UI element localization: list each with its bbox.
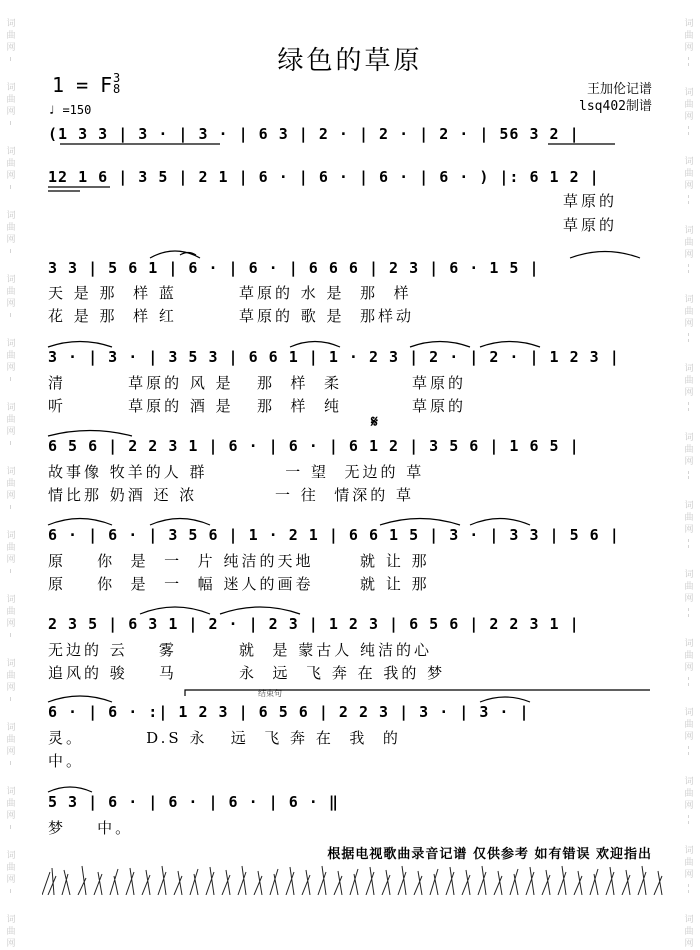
watermark-char: 网 — [684, 249, 694, 260]
notation-row-4: 3 · | 3 · | 3 5 3 | 6 6 1 | 1 · 2 3 | 2 · | 2 · | 1 2 3 | — [48, 348, 620, 366]
watermark-char: 网 — [6, 683, 16, 693]
notation-row-2: 12 1 6 | 3 5 | 2 1 | 6 · | 6 · | 6 · | 6 · ) |: 6 1 2 | — [48, 168, 600, 186]
watermark-char: 词 — [6, 339, 16, 349]
lyric-row-5b: 原 你 是 一 幅 迷人的画卷 就 让 那 — [48, 575, 430, 593]
slur — [410, 342, 470, 348]
watermark-char: 网 — [684, 938, 694, 949]
watermark-char: 曲 — [6, 31, 16, 41]
slur — [380, 519, 460, 526]
watermark-char: 曲 — [6, 543, 16, 553]
watermark-char: 词 — [6, 403, 16, 413]
watermark-char: 词 — [684, 501, 694, 512]
watermark-char: 网 — [684, 318, 694, 329]
watermark-char: 网 — [6, 171, 16, 181]
watermark-char: 曲 — [6, 607, 16, 617]
watermark-char: 曲 — [684, 513, 694, 524]
engraver-credit: lsq402制谱 — [579, 99, 652, 114]
ending-bracket — [185, 690, 650, 696]
key-signature: 1 = F — [52, 73, 113, 97]
watermark-char: 曲 — [684, 306, 694, 317]
watermark-char: 网 — [684, 732, 694, 743]
transcriber-credit: 王加伦记谱 — [586, 82, 652, 97]
lyric-row-3a: 清 草原的 风 是 那 样 柔 草原的 — [48, 374, 466, 392]
watermark-char: 曲 — [6, 415, 16, 425]
slur — [48, 342, 112, 348]
slur — [48, 431, 132, 437]
watermark-char: 曲 — [684, 168, 694, 179]
watermark-char: 词 — [684, 294, 694, 305]
watermark-char: 词 — [684, 225, 694, 236]
watermark-char: 曲 — [684, 444, 694, 455]
watermark-char: 曲 — [6, 287, 16, 297]
song-title: 绿色的草原 — [277, 46, 423, 76]
slur — [290, 342, 340, 348]
watermark-char: 网 — [684, 594, 694, 605]
watermark-char: 词 — [684, 846, 694, 857]
watermark-char: 网 — [6, 43, 16, 53]
watermark-char: 词 — [684, 639, 694, 650]
lyric-row-8a: 梦 中。 — [48, 819, 134, 837]
watermark-char: 词 — [6, 531, 16, 541]
watermark-char: 曲 — [684, 926, 694, 937]
slur — [150, 251, 200, 258]
grass-decoration — [42, 860, 667, 895]
watermark-char: 网 — [6, 619, 16, 629]
watermark-char: 词 — [684, 432, 694, 443]
watermark-char: 网 — [6, 491, 16, 501]
slur — [470, 519, 530, 526]
watermark-char: 曲 — [6, 479, 16, 489]
watermark-char: 网 — [6, 299, 16, 309]
watermark-char: 曲 — [684, 31, 694, 41]
watermark-char: 词 — [6, 723, 16, 733]
lyric-row-3b: 听 草原的 酒 是 那 样 纯 草原的 — [48, 397, 466, 415]
lyric-row-7b: 中。 — [48, 752, 85, 770]
watermark-char: 网 — [6, 427, 16, 437]
watermark-char: 词 — [684, 156, 694, 167]
watermark-char: 网 — [684, 525, 694, 536]
watermark-char: 网 — [684, 870, 694, 881]
slur — [48, 519, 112, 526]
watermark-char: 词 — [6, 211, 16, 221]
watermark-char: 曲 — [6, 671, 16, 681]
watermark-char: 词 — [684, 87, 694, 98]
segno-sign: 𝄋 — [371, 412, 378, 431]
lyric-row-4a: 故事像 牧羊的人 群 一 望 无边的 草 — [48, 463, 425, 481]
lyric-row-5a: 原 你 是 一 片 纯洁的天地 就 让 那 — [48, 552, 430, 570]
watermark-char: 网 — [6, 555, 16, 565]
watermark-char: 曲 — [6, 159, 16, 169]
watermark-char: 词 — [684, 708, 694, 719]
watermark-char: 曲 — [6, 799, 16, 809]
watermark-char: 网 — [684, 180, 694, 191]
watermark-char: 词 — [6, 851, 16, 861]
watermark-char: 网 — [6, 107, 16, 117]
watermark-char: 曲 — [6, 735, 16, 745]
watermark-char: 词 — [6, 915, 16, 925]
watermark-char: 曲 — [684, 375, 694, 386]
watermark-char: 网 — [6, 235, 16, 245]
slur — [220, 607, 300, 614]
watermark-char: 词 — [6, 83, 16, 93]
watermark-char: 网 — [684, 801, 694, 812]
watermark-char: 曲 — [684, 789, 694, 800]
slur — [150, 519, 210, 526]
notation-row-7: 2 3 5 | 6 3 1 | 2 · | 2 3 | 1 2 3 | 6 5 6 | 2 2 3 1 | — [48, 615, 580, 633]
time-signature-top: 3 — [113, 71, 121, 85]
lyric-row-6b: 追风的 骏 马 永 远 飞 奔 在 我的 梦 — [48, 664, 446, 682]
notation-row-9: 5 3 | 6 · | 6 · | 6 · | 6 · ‖ — [48, 793, 339, 811]
watermark-char: 词 — [6, 19, 16, 29]
lyric-row-7a: 灵。 D.S 永 远 飞 奔 在 我 的 — [48, 729, 401, 747]
watermark-char: 网 — [6, 811, 16, 821]
watermark-char: 网 — [6, 875, 16, 885]
watermark-char: 网 — [684, 456, 694, 467]
watermark-char: 曲 — [6, 223, 16, 233]
watermark-char: 曲 — [684, 99, 694, 110]
lyric-row-2b: 花 是 那 样 红 草原的 歌 是 那样动 — [48, 307, 415, 325]
watermark-char: 词 — [684, 914, 694, 925]
lyric-row-2a: 天 是 那 样 蓝 草原的 水 是 那 样 — [48, 284, 412, 302]
watermark-char: 曲 — [684, 651, 694, 662]
footer-note: 根据电视歌曲录音记谱 仅供参考 如有错误 欢迎指出 — [327, 847, 652, 862]
watermark-char: 网 — [6, 939, 16, 949]
notation-row-1: (1 3 3 | 3 · | 3 · | 6 3 | 2 · | 2 · | 2 · | 56 3 2 | — [48, 125, 580, 143]
ending-label: 结束句 — [258, 689, 282, 698]
lyric-row-1b: 草原的 — [563, 216, 618, 234]
watermark-char: 词 — [6, 787, 16, 797]
watermark-char: 曲 — [684, 237, 694, 248]
watermark-char: 词 — [684, 570, 694, 581]
slur — [480, 697, 530, 702]
watermark-char: 词 — [6, 467, 16, 477]
watermark-char: 网 — [6, 747, 16, 757]
watermark-char: 词 — [684, 777, 694, 788]
notation-row-3: 3 3 | 5 6 1 | 6 · | 6 · | 6 6 6 | 2 3 | 6 · 1 5 | — [48, 259, 540, 277]
watermark-char: 词 — [6, 275, 16, 285]
lyric-row-1a: 草原的 — [563, 192, 618, 210]
lyric-row-4b: 情比那 奶酒 还 浓 一 往 情深的 草 — [48, 486, 415, 504]
notation-row-5: 6 5 6 | 2 2 3 1 | 6 · | 6 · | 6 1 2 | 3 5 6 | 1 6 5 | — [48, 437, 580, 455]
notation-row-6: 6 · | 6 · | 3 5 6 | 1 · 2 1 | 6 6 1 5 | 3 · | 3 3 | 5 6 | — [48, 526, 620, 544]
watermark-char: 词 — [684, 363, 694, 374]
watermark-char: 网 — [684, 111, 694, 122]
watermark-char: 网 — [684, 43, 694, 53]
watermark-char: 网 — [684, 663, 694, 674]
watermark-char: 曲 — [6, 927, 16, 937]
watermark-char: 词 — [6, 147, 16, 157]
watermark-char: 词 — [6, 659, 16, 669]
watermark-char: 曲 — [684, 582, 694, 593]
slur — [140, 607, 210, 614]
watermark-char: 曲 — [6, 863, 16, 873]
slur — [570, 252, 640, 259]
lyric-row-6a: 无边的 云 雾 就 是 蒙古人 纯洁的心 — [48, 641, 433, 659]
watermark-char: 曲 — [684, 858, 694, 869]
notation-row-8: 6 · | 6 · :| 1 2 3 | 6 5 6 | 2 2 3 | 3 · | 3 · | — [48, 703, 530, 721]
watermark-char: 曲 — [6, 351, 16, 361]
tempo-marking: ♩ =150 — [48, 103, 92, 117]
time-signature-bottom: 8 — [113, 82, 121, 96]
watermark-char: 网 — [6, 363, 16, 373]
watermark-char: 词 — [6, 595, 16, 605]
slur — [480, 342, 540, 348]
watermark-char: 曲 — [684, 720, 694, 731]
slur — [48, 787, 92, 792]
watermark-char: 曲 — [6, 95, 16, 105]
slur — [48, 696, 112, 702]
watermark-char: 词 — [684, 19, 694, 29]
watermark-char: 网 — [684, 387, 694, 398]
